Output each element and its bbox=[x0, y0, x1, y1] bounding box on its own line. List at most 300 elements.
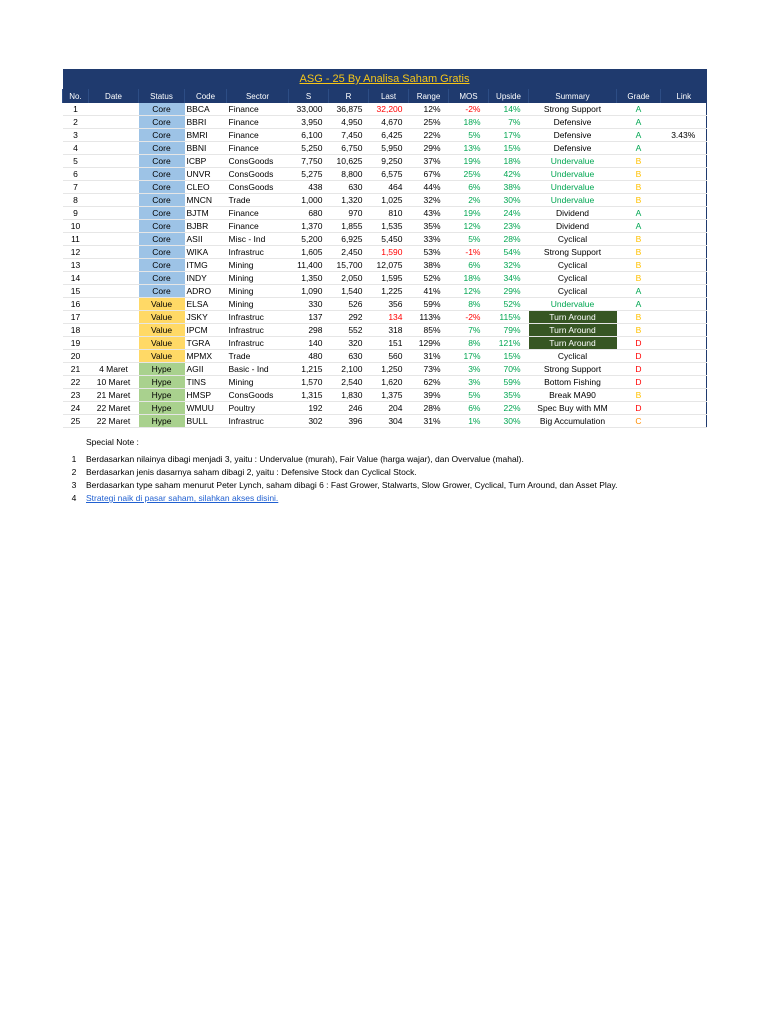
cell-date[interactable] bbox=[89, 155, 139, 168]
cell-mos[interactable]: 18% bbox=[449, 272, 489, 285]
cell-grade[interactable]: B bbox=[617, 389, 661, 402]
cell-date[interactable] bbox=[89, 337, 139, 350]
cell-date[interactable] bbox=[89, 259, 139, 272]
cell-summary[interactable]: Cyclical bbox=[529, 233, 617, 246]
cell-link[interactable] bbox=[661, 207, 707, 220]
cell-summary[interactable]: Dividend bbox=[529, 220, 617, 233]
cell-last[interactable]: 32,200 bbox=[369, 103, 409, 116]
table-row[interactable] bbox=[63, 402, 707, 415]
cell-r[interactable]: 552 bbox=[329, 324, 369, 337]
cell-date[interactable] bbox=[89, 350, 139, 363]
cell-s[interactable]: 1,350 bbox=[289, 272, 329, 285]
cell-r[interactable]: 8,800 bbox=[329, 168, 369, 181]
cell-mos[interactable]: 8% bbox=[449, 298, 489, 311]
cell-grade[interactable]: B bbox=[617, 233, 661, 246]
cell-code[interactable]: TGRA bbox=[185, 337, 227, 350]
cell-date[interactable] bbox=[89, 324, 139, 337]
cell-grade[interactable]: C bbox=[617, 415, 661, 428]
cell-code[interactable]: INDY bbox=[185, 272, 227, 285]
cell-no[interactable]: 2 bbox=[63, 116, 89, 129]
cell-r[interactable]: 1,320 bbox=[329, 194, 369, 207]
cell-no[interactable]: 17 bbox=[63, 311, 89, 324]
cell-r[interactable]: 2,450 bbox=[329, 246, 369, 259]
cell-status[interactable]: Value bbox=[139, 298, 185, 311]
cell-status[interactable]: Value bbox=[139, 337, 185, 350]
cell-range[interactable]: 59% bbox=[409, 298, 449, 311]
cell-code[interactable]: IPCM bbox=[185, 324, 227, 337]
cell-status[interactable]: Value bbox=[139, 350, 185, 363]
cell-no[interactable]: 4 bbox=[63, 142, 89, 155]
cell-s[interactable]: 1,370 bbox=[289, 220, 329, 233]
cell-date[interactable] bbox=[89, 233, 139, 246]
cell-range[interactable]: 31% bbox=[409, 350, 449, 363]
cell-mos[interactable]: -2% bbox=[449, 103, 489, 116]
cell-mos[interactable]: 5% bbox=[449, 389, 489, 402]
cell-date[interactable] bbox=[89, 285, 139, 298]
cell-r[interactable]: 396 bbox=[329, 415, 369, 428]
cell-last[interactable]: 151 bbox=[369, 337, 409, 350]
cell-range[interactable]: 113% bbox=[409, 311, 449, 324]
table-row[interactable] bbox=[63, 350, 707, 363]
cell-r[interactable]: 6,925 bbox=[329, 233, 369, 246]
cell-upside[interactable]: 7% bbox=[489, 116, 529, 129]
cell-r[interactable]: 630 bbox=[329, 350, 369, 363]
cell-no[interactable]: 3 bbox=[63, 129, 89, 142]
cell-date[interactable]: 22 Maret bbox=[89, 415, 139, 428]
cell-date[interactable]: 22 Maret bbox=[89, 402, 139, 415]
cell-sector[interactable]: Trade bbox=[227, 350, 289, 363]
cell-grade[interactable]: A bbox=[617, 285, 661, 298]
cell-upside[interactable]: 38% bbox=[489, 181, 529, 194]
cell-status[interactable]: Hype bbox=[139, 363, 185, 376]
table-row[interactable] bbox=[63, 155, 707, 168]
cell-range[interactable]: 67% bbox=[409, 168, 449, 181]
cell-upside[interactable]: 42% bbox=[489, 168, 529, 181]
cell-no[interactable]: 13 bbox=[63, 259, 89, 272]
cell-last[interactable]: 304 bbox=[369, 415, 409, 428]
cell-r[interactable]: 630 bbox=[329, 181, 369, 194]
cell-status[interactable]: Hype bbox=[139, 376, 185, 389]
cell-grade[interactable]: D bbox=[617, 376, 661, 389]
cell-upside[interactable]: 30% bbox=[489, 415, 529, 428]
cell-r[interactable]: 1,540 bbox=[329, 285, 369, 298]
cell-mos[interactable]: 6% bbox=[449, 402, 489, 415]
cell-range[interactable]: 39% bbox=[409, 389, 449, 402]
cell-last[interactable]: 6,425 bbox=[369, 129, 409, 142]
cell-last[interactable]: 9,250 bbox=[369, 155, 409, 168]
cell-last[interactable]: 1,375 bbox=[369, 389, 409, 402]
cell-s[interactable]: 480 bbox=[289, 350, 329, 363]
cell-summary[interactable]: Undervalue bbox=[529, 168, 617, 181]
cell-last[interactable]: 1,250 bbox=[369, 363, 409, 376]
cell-mos[interactable]: 6% bbox=[449, 259, 489, 272]
cell-sector[interactable]: ConsGoods bbox=[227, 155, 289, 168]
cell-link[interactable] bbox=[661, 402, 707, 415]
cell-s[interactable]: 33,000 bbox=[289, 103, 329, 116]
cell-sector[interactable]: Finance bbox=[227, 142, 289, 155]
cell-status[interactable]: Core bbox=[139, 259, 185, 272]
cell-no[interactable]: 5 bbox=[63, 155, 89, 168]
cell-s[interactable]: 5,275 bbox=[289, 168, 329, 181]
cell-code[interactable]: ITMG bbox=[185, 259, 227, 272]
cell-last[interactable]: 5,450 bbox=[369, 233, 409, 246]
cell-code[interactable]: CLEO bbox=[185, 181, 227, 194]
cell-mos[interactable]: 5% bbox=[449, 129, 489, 142]
cell-date[interactable] bbox=[89, 246, 139, 259]
cell-range[interactable]: 22% bbox=[409, 129, 449, 142]
table-row[interactable] bbox=[63, 363, 707, 376]
cell-summary[interactable]: Defensive bbox=[529, 129, 617, 142]
cell-s[interactable]: 1,090 bbox=[289, 285, 329, 298]
cell-range[interactable]: 38% bbox=[409, 259, 449, 272]
cell-upside[interactable]: 30% bbox=[489, 194, 529, 207]
cell-status[interactable]: Core bbox=[139, 207, 185, 220]
cell-last[interactable]: 12,075 bbox=[369, 259, 409, 272]
cell-summary[interactable]: Undervalue bbox=[529, 181, 617, 194]
table-row[interactable] bbox=[63, 168, 707, 181]
cell-summary[interactable]: Spec Buy with MM bbox=[529, 402, 617, 415]
cell-s[interactable]: 3,950 bbox=[289, 116, 329, 129]
cell-grade[interactable]: B bbox=[617, 311, 661, 324]
cell-date[interactable] bbox=[89, 311, 139, 324]
cell-code[interactable]: MPMX bbox=[185, 350, 227, 363]
cell-summary[interactable]: Big Accumulation bbox=[529, 415, 617, 428]
table-row[interactable] bbox=[63, 220, 707, 233]
cell-sector[interactable]: Trade bbox=[227, 194, 289, 207]
cell-code[interactable]: BJTM bbox=[185, 207, 227, 220]
cell-mos[interactable]: 18% bbox=[449, 116, 489, 129]
cell-grade[interactable]: B bbox=[617, 259, 661, 272]
cell-link[interactable] bbox=[661, 259, 707, 272]
cell-grade[interactable]: A bbox=[617, 298, 661, 311]
cell-range[interactable]: 25% bbox=[409, 116, 449, 129]
cell-upside[interactable]: 14% bbox=[489, 103, 529, 116]
table-row[interactable] bbox=[63, 376, 707, 389]
cell-upside[interactable]: 59% bbox=[489, 376, 529, 389]
cell-last[interactable]: 1,225 bbox=[369, 285, 409, 298]
cell-code[interactable]: HMSP bbox=[185, 389, 227, 402]
cell-last[interactable]: 6,575 bbox=[369, 168, 409, 181]
cell-link[interactable] bbox=[661, 285, 707, 298]
cell-link[interactable] bbox=[661, 181, 707, 194]
cell-r[interactable]: 36,875 bbox=[329, 103, 369, 116]
cell-last[interactable]: 134 bbox=[369, 311, 409, 324]
cell-last[interactable]: 810 bbox=[369, 207, 409, 220]
cell-summary[interactable]: Undervalue bbox=[529, 155, 617, 168]
cell-date[interactable]: 21 Maret bbox=[89, 389, 139, 402]
cell-link[interactable] bbox=[661, 324, 707, 337]
cell-no[interactable]: 8 bbox=[63, 194, 89, 207]
cell-link[interactable] bbox=[661, 376, 707, 389]
cell-range[interactable]: 35% bbox=[409, 220, 449, 233]
table-row[interactable] bbox=[63, 116, 707, 129]
cell-no[interactable]: 9 bbox=[63, 207, 89, 220]
table-row[interactable] bbox=[63, 207, 707, 220]
cell-s[interactable]: 140 bbox=[289, 337, 329, 350]
cell-code[interactable]: BBNI bbox=[185, 142, 227, 155]
cell-r[interactable]: 6,750 bbox=[329, 142, 369, 155]
cell-date[interactable]: 4 Maret bbox=[89, 363, 139, 376]
cell-sector[interactable]: Infrastruc bbox=[227, 311, 289, 324]
table-row[interactable] bbox=[63, 415, 707, 428]
cell-mos[interactable]: 25% bbox=[449, 168, 489, 181]
cell-s[interactable]: 1,315 bbox=[289, 389, 329, 402]
cell-s[interactable]: 330 bbox=[289, 298, 329, 311]
cell-r[interactable]: 2,050 bbox=[329, 272, 369, 285]
cell-link[interactable] bbox=[661, 246, 707, 259]
cell-status[interactable]: Hype bbox=[139, 389, 185, 402]
cell-grade[interactable]: D bbox=[617, 363, 661, 376]
cell-upside[interactable]: 121% bbox=[489, 337, 529, 350]
cell-status[interactable]: Core bbox=[139, 233, 185, 246]
cell-link[interactable] bbox=[661, 363, 707, 376]
table-row[interactable] bbox=[63, 246, 707, 259]
cell-link[interactable] bbox=[661, 103, 707, 116]
cell-link[interactable] bbox=[661, 233, 707, 246]
cell-last[interactable]: 204 bbox=[369, 402, 409, 415]
cell-no[interactable]: 12 bbox=[63, 246, 89, 259]
table-row[interactable] bbox=[63, 389, 707, 402]
cell-link[interactable] bbox=[661, 272, 707, 285]
cell-code[interactable]: BMRI bbox=[185, 129, 227, 142]
cell-code[interactable]: TINS bbox=[185, 376, 227, 389]
cell-status[interactable]: Hype bbox=[139, 402, 185, 415]
cell-grade[interactable]: D bbox=[617, 402, 661, 415]
cell-date[interactable] bbox=[89, 272, 139, 285]
cell-upside[interactable]: 70% bbox=[489, 363, 529, 376]
cell-link[interactable] bbox=[661, 415, 707, 428]
cell-no[interactable]: 25 bbox=[63, 415, 89, 428]
cell-s[interactable]: 680 bbox=[289, 207, 329, 220]
table-row[interactable] bbox=[63, 233, 707, 246]
cell-last[interactable]: 1,535 bbox=[369, 220, 409, 233]
cell-grade[interactable]: B bbox=[617, 272, 661, 285]
cell-r[interactable]: 526 bbox=[329, 298, 369, 311]
cell-link[interactable] bbox=[661, 311, 707, 324]
cell-s[interactable]: 5,250 bbox=[289, 142, 329, 155]
cell-last[interactable]: 4,670 bbox=[369, 116, 409, 129]
cell-s[interactable]: 1,605 bbox=[289, 246, 329, 259]
cell-summary[interactable]: Defensive bbox=[529, 116, 617, 129]
cell-upside[interactable]: 54% bbox=[489, 246, 529, 259]
sheet-title-link[interactable]: ASG - 25 By Analisa Saham Gratis bbox=[299, 73, 470, 85]
cell-s[interactable]: 7,750 bbox=[289, 155, 329, 168]
cell-code[interactable]: ELSA bbox=[185, 298, 227, 311]
cell-status[interactable]: Core bbox=[139, 194, 185, 207]
cell-mos[interactable]: 13% bbox=[449, 142, 489, 155]
cell-summary[interactable]: Cyclical bbox=[529, 272, 617, 285]
cell-s[interactable]: 192 bbox=[289, 402, 329, 415]
cell-mos[interactable]: 19% bbox=[449, 207, 489, 220]
cell-range[interactable]: 73% bbox=[409, 363, 449, 376]
cell-mos[interactable]: 3% bbox=[449, 363, 489, 376]
cell-date[interactable] bbox=[89, 220, 139, 233]
cell-status[interactable]: Core bbox=[139, 103, 185, 116]
cell-date[interactable] bbox=[89, 129, 139, 142]
table-row[interactable] bbox=[63, 129, 707, 142]
cell-code[interactable]: WIKA bbox=[185, 246, 227, 259]
cell-status[interactable]: Core bbox=[139, 116, 185, 129]
cell-range[interactable]: 85% bbox=[409, 324, 449, 337]
cell-code[interactable]: AGII bbox=[185, 363, 227, 376]
cell-code[interactable]: MNCN bbox=[185, 194, 227, 207]
cell-mos[interactable]: 19% bbox=[449, 155, 489, 168]
cell-sector[interactable]: ConsGoods bbox=[227, 168, 289, 181]
cell-upside[interactable]: 18% bbox=[489, 155, 529, 168]
cell-range[interactable]: 32% bbox=[409, 194, 449, 207]
cell-grade[interactable]: A bbox=[617, 220, 661, 233]
cell-grade[interactable]: B bbox=[617, 181, 661, 194]
cell-sector[interactable]: Mining bbox=[227, 285, 289, 298]
cell-link[interactable] bbox=[661, 142, 707, 155]
cell-sector[interactable]: Finance bbox=[227, 103, 289, 116]
cell-range[interactable]: 12% bbox=[409, 103, 449, 116]
cell-summary[interactable]: Cyclical bbox=[529, 259, 617, 272]
cell-sector[interactable]: Finance bbox=[227, 220, 289, 233]
cell-summary[interactable]: Turn Around bbox=[529, 324, 617, 337]
cell-sector[interactable]: Infrastruc bbox=[227, 324, 289, 337]
table-row[interactable] bbox=[63, 324, 707, 337]
cell-no[interactable]: 16 bbox=[63, 298, 89, 311]
cell-last[interactable]: 464 bbox=[369, 181, 409, 194]
cell-upside[interactable]: 52% bbox=[489, 298, 529, 311]
cell-summary[interactable]: Undervalue bbox=[529, 298, 617, 311]
cell-code[interactable]: WMUU bbox=[185, 402, 227, 415]
cell-summary[interactable]: Strong Support bbox=[529, 246, 617, 259]
cell-upside[interactable]: 28% bbox=[489, 233, 529, 246]
cell-no[interactable]: 19 bbox=[63, 337, 89, 350]
cell-range[interactable]: 31% bbox=[409, 415, 449, 428]
cell-link[interactable] bbox=[661, 337, 707, 350]
cell-grade[interactable]: B bbox=[617, 155, 661, 168]
cell-grade[interactable]: B bbox=[617, 324, 661, 337]
cell-mos[interactable]: 2% bbox=[449, 194, 489, 207]
cell-r[interactable]: 246 bbox=[329, 402, 369, 415]
cell-status[interactable]: Core bbox=[139, 220, 185, 233]
cell-last[interactable]: 318 bbox=[369, 324, 409, 337]
cell-range[interactable]: 129% bbox=[409, 337, 449, 350]
cell-link[interactable] bbox=[661, 350, 707, 363]
cell-summary[interactable]: Cyclical bbox=[529, 350, 617, 363]
cell-last[interactable]: 1,590 bbox=[369, 246, 409, 259]
cell-s[interactable]: 137 bbox=[289, 311, 329, 324]
cell-sector[interactable]: Finance bbox=[227, 129, 289, 142]
table-row[interactable] bbox=[63, 272, 707, 285]
cell-s[interactable]: 298 bbox=[289, 324, 329, 337]
cell-range[interactable]: 37% bbox=[409, 155, 449, 168]
cell-link[interactable] bbox=[661, 194, 707, 207]
cell-upside[interactable]: 15% bbox=[489, 142, 529, 155]
cell-range[interactable]: 43% bbox=[409, 207, 449, 220]
cell-code[interactable]: BBCA bbox=[185, 103, 227, 116]
cell-date[interactable] bbox=[89, 168, 139, 181]
cell-r[interactable]: 1,830 bbox=[329, 389, 369, 402]
cell-sector[interactable]: Infrastruc bbox=[227, 246, 289, 259]
cell-sector[interactable]: Mining bbox=[227, 272, 289, 285]
cell-upside[interactable]: 17% bbox=[489, 129, 529, 142]
table-row[interactable] bbox=[63, 194, 707, 207]
cell-sector[interactable]: Finance bbox=[227, 116, 289, 129]
cell-grade[interactable]: B bbox=[617, 246, 661, 259]
table-row[interactable] bbox=[63, 298, 707, 311]
cell-code[interactable]: BULL bbox=[185, 415, 227, 428]
cell-code[interactable]: JSKY bbox=[185, 311, 227, 324]
cell-last[interactable]: 1,595 bbox=[369, 272, 409, 285]
cell-mos[interactable]: 1% bbox=[449, 415, 489, 428]
cell-range[interactable]: 53% bbox=[409, 246, 449, 259]
cell-summary[interactable]: Dividend bbox=[529, 207, 617, 220]
cell-r[interactable]: 292 bbox=[329, 311, 369, 324]
cell-no[interactable]: 20 bbox=[63, 350, 89, 363]
cell-link[interactable] bbox=[661, 116, 707, 129]
table-row[interactable] bbox=[63, 311, 707, 324]
cell-range[interactable]: 62% bbox=[409, 376, 449, 389]
cell-grade[interactable]: A bbox=[617, 129, 661, 142]
cell-no[interactable]: 15 bbox=[63, 285, 89, 298]
cell-date[interactable] bbox=[89, 298, 139, 311]
cell-summary[interactable]: Break MA90 bbox=[529, 389, 617, 402]
cell-grade[interactable]: D bbox=[617, 350, 661, 363]
cell-summary[interactable]: Strong Support bbox=[529, 103, 617, 116]
cell-date[interactable] bbox=[89, 207, 139, 220]
cell-status[interactable]: Core bbox=[139, 246, 185, 259]
cell-grade[interactable]: A bbox=[617, 142, 661, 155]
cell-range[interactable]: 41% bbox=[409, 285, 449, 298]
table-row[interactable] bbox=[63, 337, 707, 350]
cell-range[interactable]: 33% bbox=[409, 233, 449, 246]
cell-r[interactable]: 2,100 bbox=[329, 363, 369, 376]
cell-sector[interactable]: ConsGoods bbox=[227, 181, 289, 194]
cell-upside[interactable]: 23% bbox=[489, 220, 529, 233]
cell-mos[interactable]: -2% bbox=[449, 311, 489, 324]
cell-code[interactable]: BBRI bbox=[185, 116, 227, 129]
cell-last[interactable]: 356 bbox=[369, 298, 409, 311]
cell-status[interactable]: Hype bbox=[139, 415, 185, 428]
cell-upside[interactable]: 34% bbox=[489, 272, 529, 285]
cell-sector[interactable]: ConsGoods bbox=[227, 389, 289, 402]
cell-sector[interactable]: Poultry bbox=[227, 402, 289, 415]
cell-date[interactable] bbox=[89, 142, 139, 155]
cell-s[interactable]: 6,100 bbox=[289, 129, 329, 142]
table-row[interactable] bbox=[63, 181, 707, 194]
strategy-link[interactable]: Strategi naik di pasar saham, silahkan akses disini. bbox=[86, 493, 279, 503]
cell-r[interactable]: 2,540 bbox=[329, 376, 369, 389]
cell-mos[interactable]: 8% bbox=[449, 337, 489, 350]
cell-code[interactable]: ADRO bbox=[185, 285, 227, 298]
cell-status[interactable]: Value bbox=[139, 324, 185, 337]
cell-code[interactable]: BJBR bbox=[185, 220, 227, 233]
cell-summary[interactable]: Undervalue bbox=[529, 194, 617, 207]
cell-no[interactable]: 18 bbox=[63, 324, 89, 337]
cell-date[interactable]: 10 Maret bbox=[89, 376, 139, 389]
cell-date[interactable] bbox=[89, 116, 139, 129]
cell-sector[interactable]: Finance bbox=[227, 207, 289, 220]
cell-code[interactable]: UNVR bbox=[185, 168, 227, 181]
cell-grade[interactable]: B bbox=[617, 194, 661, 207]
cell-no[interactable]: 14 bbox=[63, 272, 89, 285]
cell-r[interactable]: 4,950 bbox=[329, 116, 369, 129]
cell-range[interactable]: 29% bbox=[409, 142, 449, 155]
cell-status[interactable]: Core bbox=[139, 285, 185, 298]
cell-status[interactable]: Core bbox=[139, 168, 185, 181]
cell-no[interactable]: 21 bbox=[63, 363, 89, 376]
cell-link[interactable]: 3.43% bbox=[661, 129, 707, 142]
cell-no[interactable]: 24 bbox=[63, 402, 89, 415]
cell-r[interactable]: 1,855 bbox=[329, 220, 369, 233]
cell-grade[interactable]: A bbox=[617, 103, 661, 116]
cell-sector[interactable]: Mining bbox=[227, 259, 289, 272]
cell-grade[interactable]: D bbox=[617, 337, 661, 350]
